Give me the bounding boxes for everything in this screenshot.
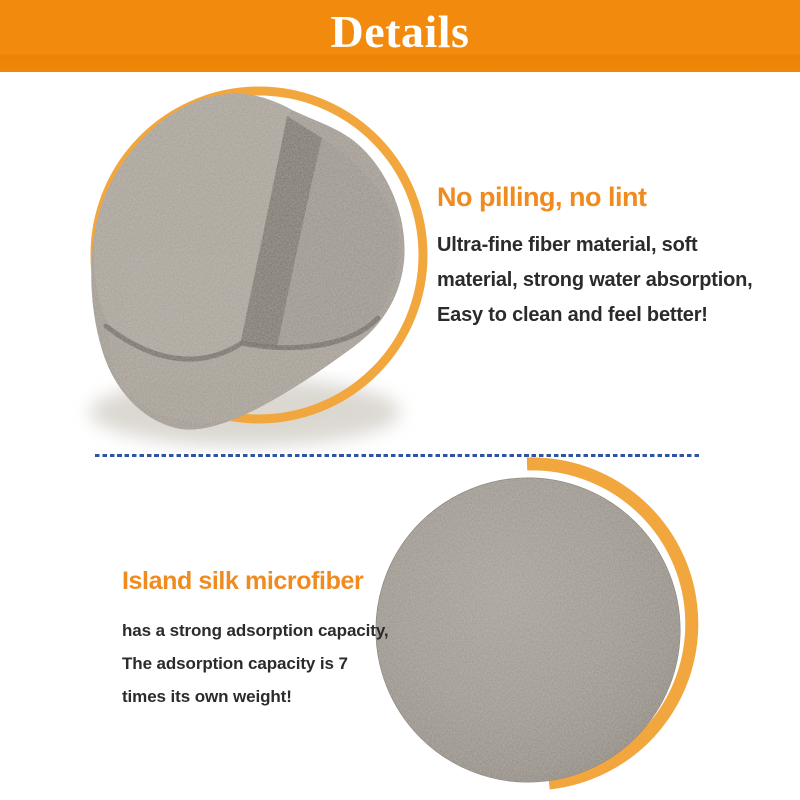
feature-text-line: Easy to clean and feel better!	[437, 304, 708, 326]
page-title: Details	[330, 6, 470, 57]
round-pad-photo	[376, 478, 680, 782]
feature-text-line: times its own weight!	[122, 687, 292, 706]
feature-text-line: The adsorption capacity is 7	[122, 654, 348, 673]
section-no-pilling	[437, 182, 753, 333]
feature-text-line: Ultra-fine fiber material, soft	[437, 234, 698, 256]
section-island-silk	[122, 567, 389, 713]
feature-heading: No pilling, no lint	[437, 182, 647, 212]
feature-text-line: material, strong water absorption,	[437, 269, 753, 291]
feature-text-line: has a strong adsorption capacity,	[122, 621, 389, 640]
feature-heading: Island silk microfiber	[122, 567, 364, 595]
dashed-divider	[95, 454, 700, 457]
